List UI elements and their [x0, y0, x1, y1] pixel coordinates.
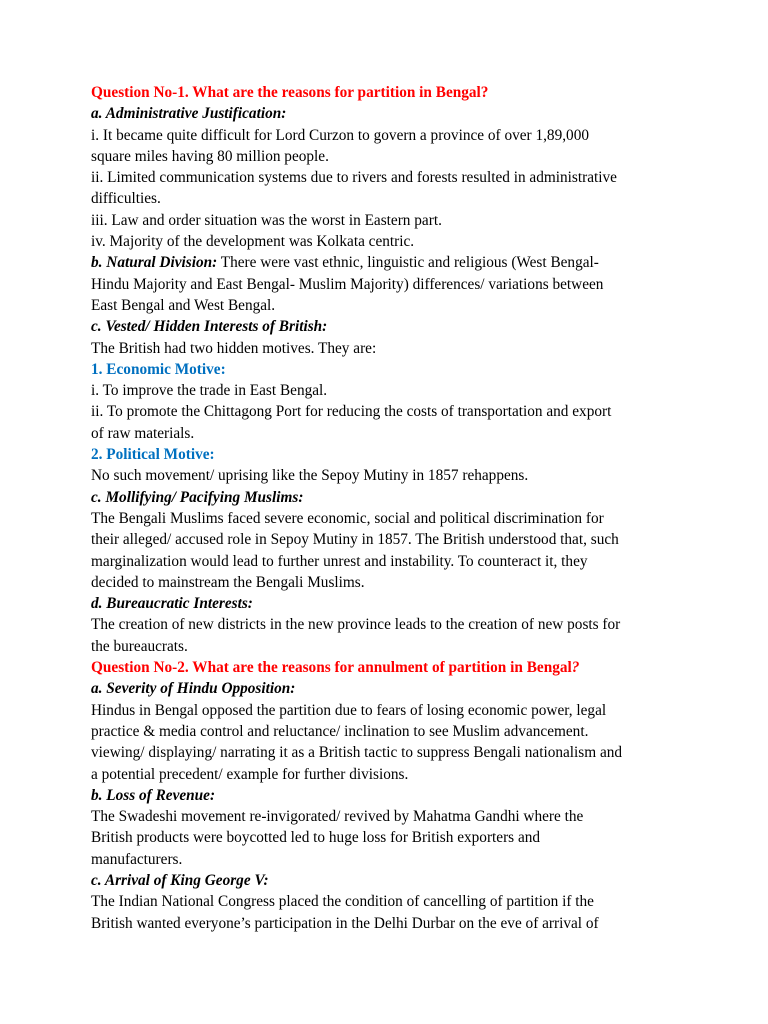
political-motive-line: No such movement/ uprising like the Sepoy Mutiny in 1857 rehappens. — [91, 467, 529, 485]
q1-section-a-line: i. It became quite difficult for Lord Curzon to govern a province of over 1,89,000 — [91, 126, 589, 144]
q1-section-c-intro: The British had two hidden motives. They are: — [91, 339, 377, 357]
political-motive-heading: 2. Political Motive: — [91, 446, 215, 464]
question-2-title-end: ? — [571, 659, 580, 677]
q1-section-c2-heading: c. Mollifying/ Pacifying Muslims: — [91, 488, 304, 506]
q2-section-c-line: The Indian National Congress placed the condition of cancelling of partition if the — [91, 893, 594, 911]
q2-section-b-line: manufacturers. — [91, 850, 183, 868]
q1-section-b-paragraph — [91, 252, 691, 273]
q1-section-a-line: iv. Majority of the development was Kolkata centric. — [91, 233, 415, 251]
q2-section-a-line: practice & media control and reluctance/ inclination to see Muslim advancement. — [91, 722, 589, 740]
q1-section-a-line: iii. Law and order situation was the worst in Eastern part. — [91, 211, 442, 229]
q2-section-c-heading: c. Arrival of King George V: — [91, 871, 269, 889]
q1-section-b-line: Hindu Majority and East Bengal- Muslim Majority) differences/ variations between — [91, 275, 604, 293]
economic-motive-line: i. To improve the trade in East Bengal. — [91, 382, 328, 400]
q2-section-b-heading: b. Loss of Revenue: — [91, 786, 216, 804]
q2-section-b-line: The Swadeshi movement re-invigorated/ revived by Mahatma Gandhi where the — [91, 808, 584, 826]
q1-section-a-line: ii. Limited communication systems due to rivers and forests resulted in administrative — [91, 169, 617, 187]
q1-section-b-first-line: There were vast ethnic, linguistic and religious (West Bengal- — [217, 254, 599, 272]
q1-section-b-line: East Bengal and West Bengal. — [91, 296, 276, 314]
q2-section-a-line: a potential precedent/ example for further divisions. — [91, 765, 409, 783]
q1-section-d-line: the bureaucrats. — [91, 637, 188, 655]
q1-section-c2-line: their alleged/ accused role in Sepoy Mutiny in 1857. The British understood that, such — [91, 531, 619, 549]
q1-section-a-line: square miles having 80 million people. — [91, 147, 329, 165]
q1-section-c2-line: The Bengali Muslims faced severe economic, social and political discrimination for — [91, 509, 604, 527]
q1-section-d-heading: d. Bureaucratic Interests: — [91, 595, 253, 613]
q2-section-b-line: British products were boycotted led to huge loss for British exporters and — [91, 829, 541, 847]
q1-section-a-line: difficulties. — [91, 190, 161, 208]
q1-section-d-line: The creation of new districts in the new province leads to the creation of new posts for — [91, 616, 621, 634]
q1-section-a-heading: a. Administrative Justification: — [91, 105, 287, 123]
q2-section-a-line: viewing/ displaying/ narrating it as a British tactic to suppress Bengali nationalism and — [91, 744, 623, 762]
q2-section-a-line: Hindus in Bengal opposed the partition due to fears of losing economic power, legal — [91, 701, 607, 719]
q2-section-c-line: British wanted everyone’s participation in the Delhi Durbar on the eve of arrival of — [91, 914, 599, 932]
document-page — [91, 82, 691, 934]
q2-section-a-heading: a. Severity of Hindu Opposition: — [91, 680, 296, 698]
question-2-title: Question No-2. What are the reasons for annulment of partition in Bengal — [91, 659, 572, 677]
question-2-title-line — [91, 657, 691, 678]
economic-motive-line: of raw materials. — [91, 424, 195, 442]
q1-section-c-heading: c. Vested/ Hidden Interests of British: — [91, 318, 328, 336]
economic-motive-line: ii. To promote the Chittagong Port for reducing the costs of transportation and export — [91, 403, 612, 421]
q1-section-c2-line: decided to mainstream the Bengali Muslims. — [91, 573, 365, 591]
economic-motive-heading: 1. Economic Motive: — [91, 360, 226, 378]
q1-section-c2-line: marginalization would lead to further unrest and instability. To counteract it, they — [91, 552, 588, 570]
question-1-title: Question No-1. What are the reasons for partition in Bengal? — [91, 84, 489, 101]
q1-section-b-heading: b. Natural Division: — [91, 254, 218, 272]
